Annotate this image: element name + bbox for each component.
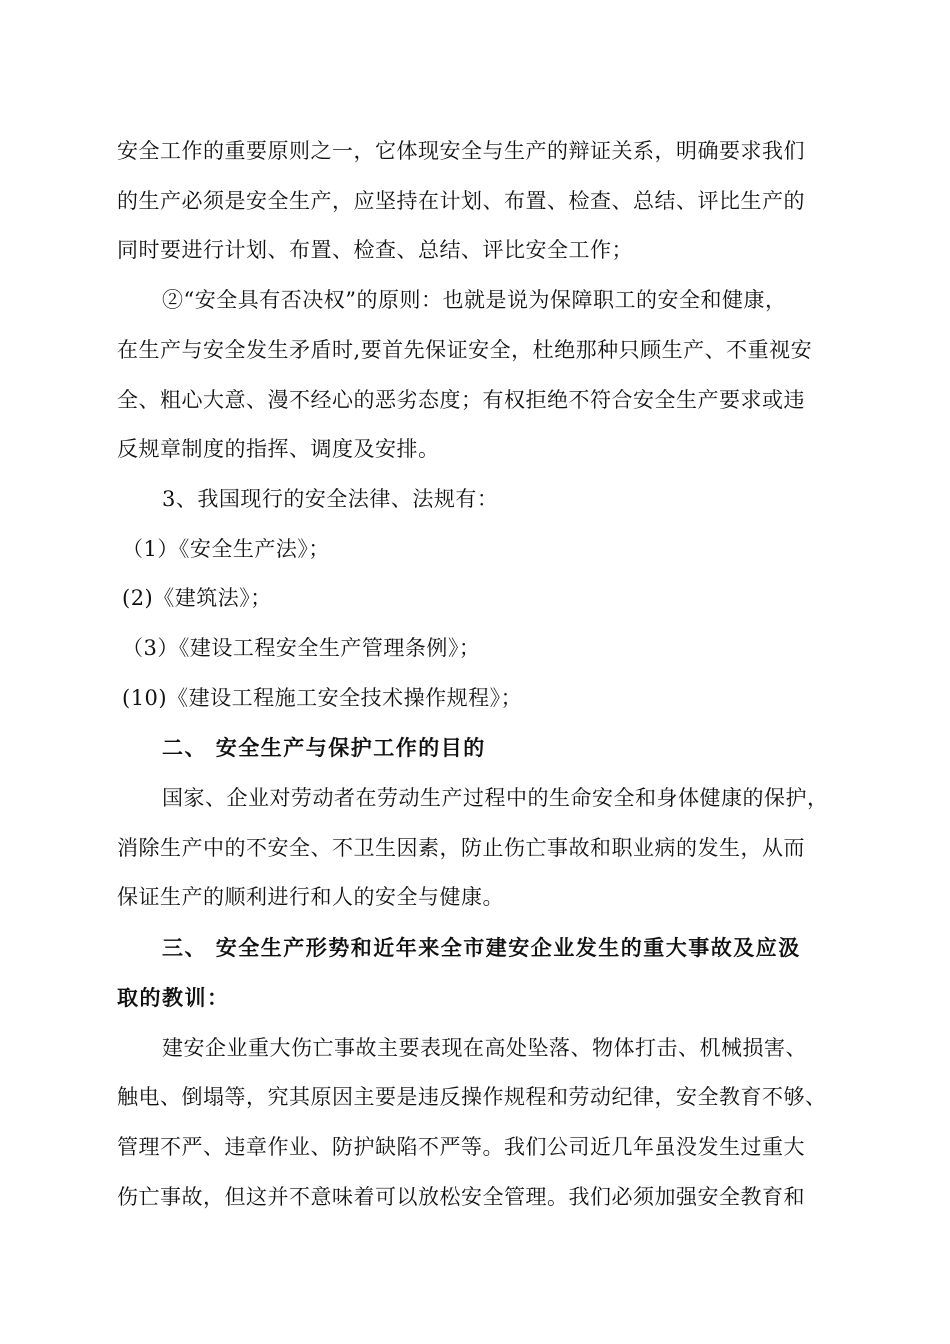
law-item: （1）《安全生产法》； bbox=[122, 537, 330, 561]
laws-intro: 3、我国现行的安全法律、法规有： bbox=[162, 487, 499, 511]
paragraph-2-line-2: 在生产与安全发生矛盾时,要首先保证安全，杜绝那种只顾生产、不重视安 bbox=[117, 338, 813, 362]
paragraph-2-line-4: 反规章制度的指挥、调度及安排。 bbox=[117, 437, 440, 461]
law-item: (10)《建设工程施工安全技术操作规程》； bbox=[122, 686, 523, 710]
paragraph-1-line-1: 安全工作的重要原则之一，它体现安全与生产的辩证关系，明确要求我们 bbox=[117, 139, 805, 163]
paragraph-3-line-3: 保证生产的顺利进行和人的安全与健康。 bbox=[117, 885, 504, 909]
paragraph-1-line-3: 同时要进行计划、布置、检查、总结、评比安全工作； bbox=[117, 238, 633, 262]
section-heading-3-line-1: 三、 安全生产形势和近年来全市建安企业发生的重大事故及应汲 bbox=[162, 935, 801, 960]
law-item: (2)《建筑法》； bbox=[122, 586, 272, 610]
paragraph-2-line-3: 全、粗心大意、漫不经心的恶劣态度；有权拒绝不符合安全生产要求或违 bbox=[117, 388, 805, 412]
paragraph-4-line-2: 触电、倒塌等，究其原因主要是违反操作规程和劳动纪律，安全教育不够、 bbox=[117, 1085, 827, 1109]
paragraph-3-line-2: 消除生产中的不安全、不卫生因素，防止伤亡事故和职业病的发生，从而 bbox=[117, 836, 805, 860]
section-heading-2: 二、 安全生产与保护工作的目的 bbox=[162, 735, 486, 760]
paragraph-1-line-2: 的生产必须是安全生产，应坚持在计划、布置、检查、总结、评比生产的 bbox=[117, 189, 805, 213]
law-item: （3）《建设工程安全生产管理条例》； bbox=[122, 636, 481, 660]
paragraph-4-line-3: 管理不严、违章作业、防护缺陷不严等。我们公司近几年虽没发生过重大 bbox=[117, 1135, 805, 1159]
paragraph-4-line-4: 伤亡事故，但这并不意味着可以放松安全管理。我们必须加强安全教育和 bbox=[117, 1185, 805, 1209]
paragraph-2-line-1: ②“安全具有否决权”的原则：也就是说为保障职工的安全和健康， bbox=[162, 288, 787, 312]
paragraph-4-line-1: 建安企业重大伤亡事故主要表现在高处坠落、物体打击、机械损害、 bbox=[162, 1036, 807, 1060]
paragraph-3-line-1: 国家、企业对劳动者在劳动生产过程中的生命安全和身体健康的保护， bbox=[162, 786, 829, 810]
section-heading-3-line-2: 取的教训： bbox=[117, 985, 230, 1010]
